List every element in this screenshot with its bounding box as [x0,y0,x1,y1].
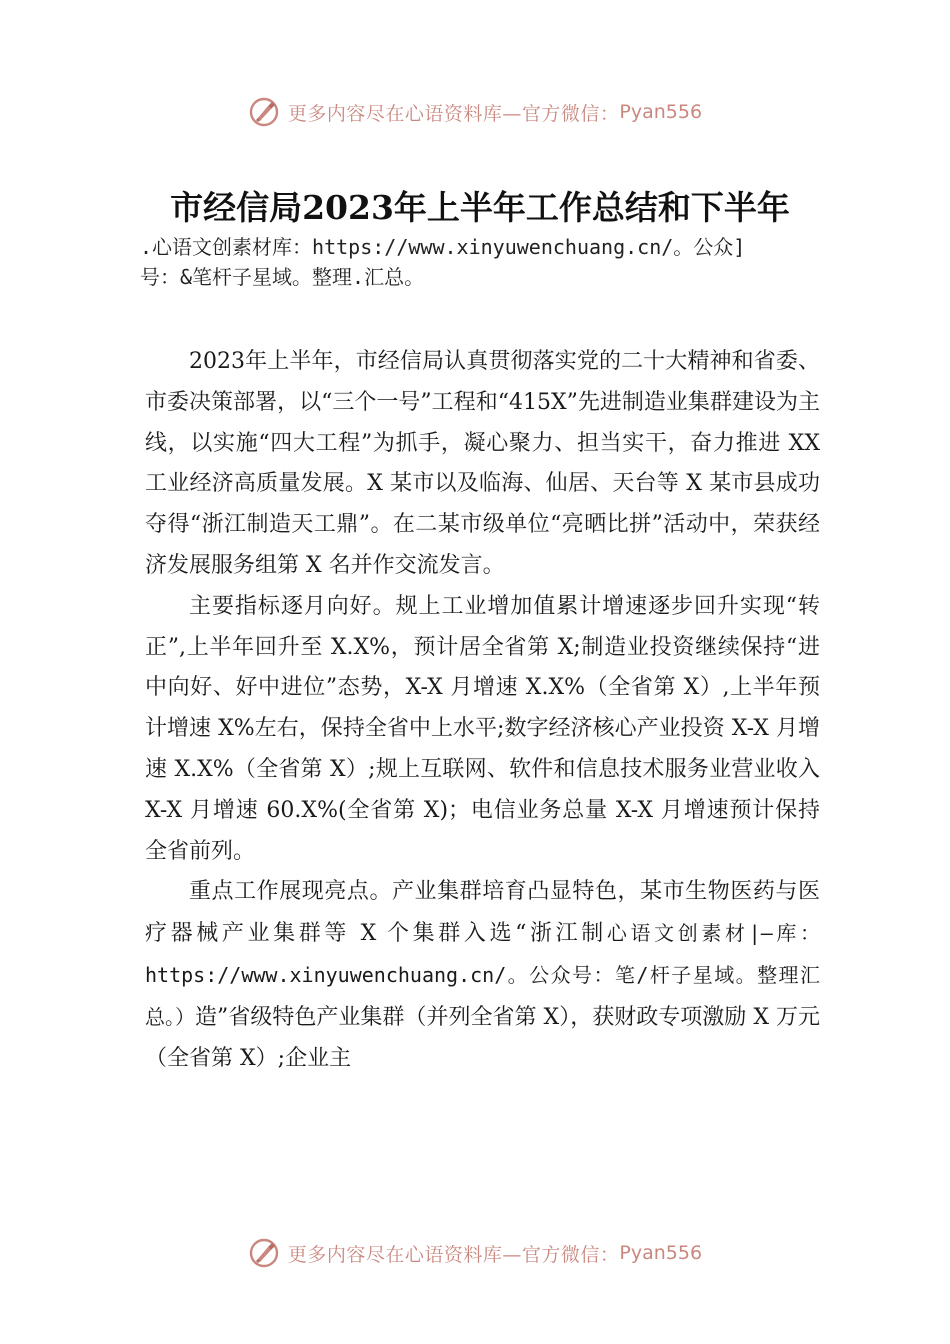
banner-text: 更多内容尽在心语资料库—官方微信： [287,1243,620,1266]
source-note-line-1: .心语文创素材库：https://www.xinyuwenchuang.cn/。公众] [140,235,746,259]
document-body [145,342,820,1079]
pen-logo-icon [248,96,280,128]
footer-banner [0,1233,950,1273]
document-title: 市经信局2023年上半年工作总结和下半年 [170,188,790,227]
banner-text: 更多内容尽在心语资料库—官方微信： [287,102,620,125]
banner-wechat-id: Pyan556 [619,101,703,123]
header-banner [0,92,950,132]
inline-source-note: 心语文创素材|—库：https://www.xinyuwenchuang.cn/。公众号：笔/杆子星域。整理汇总。） [145,921,820,1029]
banner-wechat-id: Pyan556 [619,1242,703,1264]
pen-logo-icon [248,1237,280,1269]
paragraph-3-part-1: 重点工作展现亮点。产业集群培育凸显特色，某市生物医药与医疗器械产业集群等 X 个集群入选“浙江制 [145,879,820,947]
paragraph-3 [145,872,820,1079]
paragraph-1: 2023年上半年，市经信局认真贯彻落实党的二十大精神和省委、市委决策部署，以“三个一号”工程和“415X”先进制造业集群建设为主线，以实施“四大工程”为抓手，凝心聚力、担当实干，奋力推进 XX 工业经济高质量发展。X 某市以及临海、仙居、天台等 X 某市县成功夺得“浙江制造天工鼎”。在二某市级单位“亮晒比拼”活动中，荣获经济发展服务组第 X 名并作交流发言。 [145,349,820,578]
source-note-line-2: 号：&笔杆子星域。整理.汇总。 [140,265,425,289]
paragraph-2: 主要指标逐月向好。规上工业增加值累计增速逐步回升实现“转正”,上半年回升至 X.X%，预计居全省第 X;制造业投资继续保持“进中向好、好中进位”态势，X-X 月增速 X.X%（全省第 X）,上半年预计增速 X%左右，保持全省中上水平;数字经济核心产业投资 X-X 月增速 X.X%（全省第 X）;规上互联网、软件和信息技术服务业营业收入 X-X 月增速 60.X%(全省第 X)；电信业务总量 X-X 月增速预计保持全省前列。 [145,593,820,864]
paragraph-3-part-2: 造”省级特色产业集群（并列全省第 X），获财政专项激励 X 万元（全省第 X）;企业主 [145,1004,820,1071]
